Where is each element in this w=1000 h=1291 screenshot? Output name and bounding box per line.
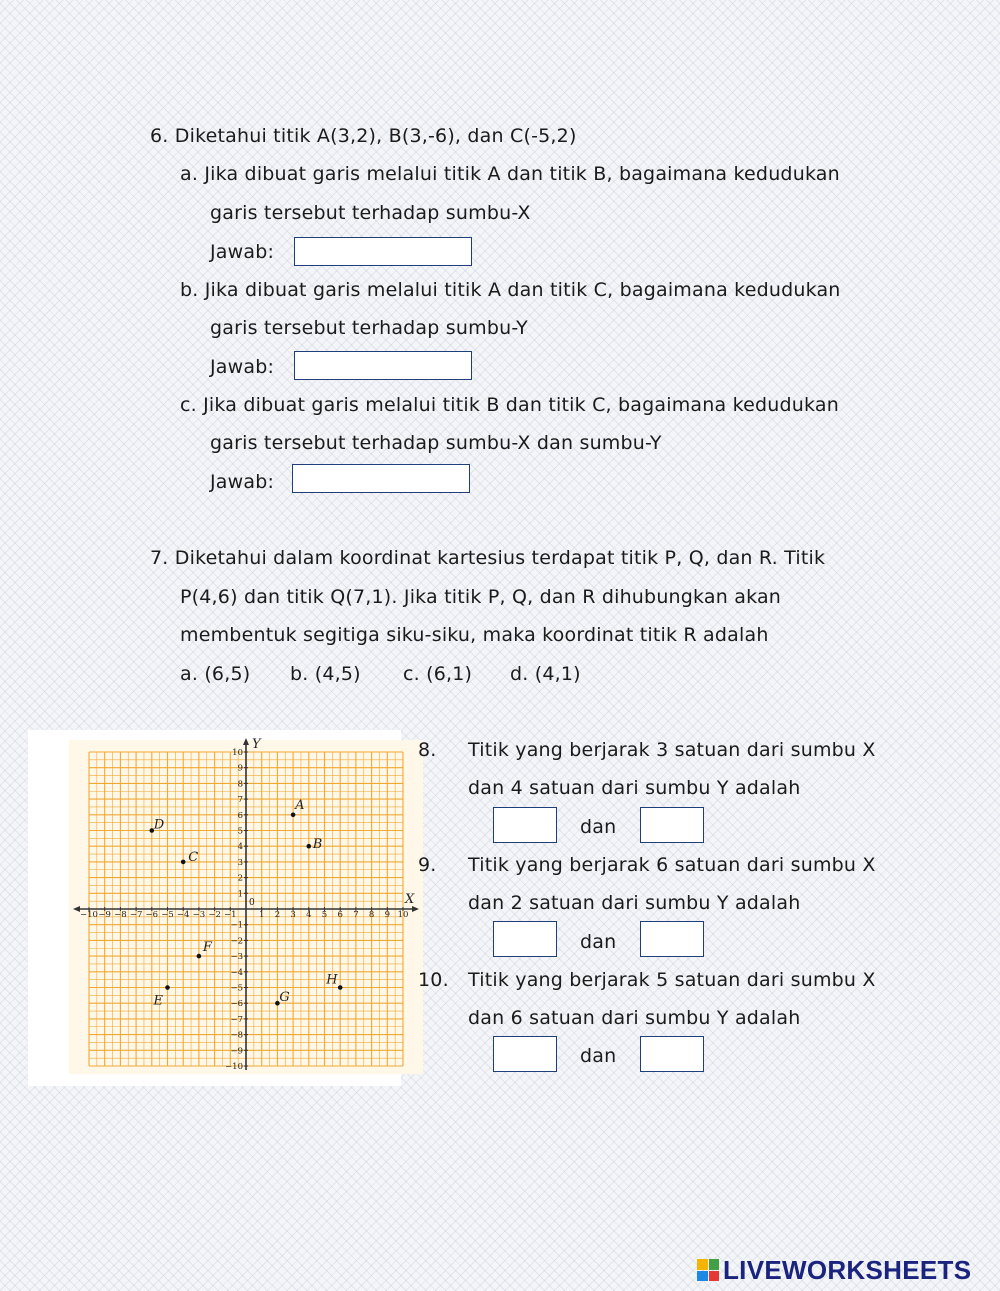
x-axis-label: X [405,892,415,907]
x-tick-label: 7 [353,910,359,920]
liveworksheets-wordmark: LIVEWORKSHEETS [723,1254,972,1285]
q6-a-line2: garis tersebut terhadap sumbu-X [210,202,531,224]
q6-b-line2: garis tersebut terhadap sumbu-Y [210,317,528,339]
x-tick-label: −7 [129,910,143,920]
q6-b-line1: b. Jika dibuat garis melalui titik A dan titik C, bagaimana kedudukan [180,279,841,301]
x-tick-label: −4 [176,910,190,920]
q7-option-c[interactable]: c. (6,1) [403,663,473,685]
x-tick-label: −6 [145,910,159,920]
logo-square-2 [709,1259,720,1270]
x-tick-label: 8 [368,910,375,920]
q6-a-line1: a. Jika dibuat garis melalui titik A dan titik B, bagaimana kedudukan [180,163,840,185]
point-f [197,954,202,959]
q6-c-answer-input[interactable] [292,464,470,493]
x-tick-label: 6 [337,910,343,920]
y-tick-label: 6 [237,810,243,821]
q7-option-d[interactable]: d. (4,1) [510,663,581,685]
q6-a-answer-input[interactable] [294,237,472,266]
point-label-d: D [153,817,165,833]
liveworksheets-logo[interactable] [697,1255,971,1285]
q6-c-answer-label: Jawab: [210,471,275,493]
y-tick-label: −4 [230,967,243,978]
y-tick-label: 8 [237,779,243,790]
x-tick-label: 1 [258,910,265,920]
q6-b-answer-input[interactable] [294,351,472,380]
q10-answer-input-2[interactable] [640,1036,704,1072]
x-tick-label: 4 [306,910,312,920]
q7-option-a[interactable]: a. (6,5) [180,663,251,685]
logo-square-3 [697,1271,708,1282]
point-label-h: H [326,972,338,988]
q8-number: 8. [418,739,437,761]
point-a [291,813,296,818]
q10-answer-input-1[interactable] [493,1036,557,1072]
point-label-f: F [202,940,212,956]
q8-line2: dan 4 satuan dari sumbu Y adalah [468,777,801,799]
q8-line1: Titik yang berjarak 3 satuan dari sumbu X [468,739,876,761]
point-label-g: G [279,990,290,1006]
y-tick-label: −6 [230,999,243,1010]
logo-square-4 [709,1271,720,1282]
q7-line1: 7. Diketahui dalam koordinat kartesius terdapat titik P, Q, dan R. Titik [150,547,826,569]
q9-answer-input-1[interactable] [493,921,557,957]
x-tick-label: −1 [224,910,237,920]
q6-title: 6. Diketahui titik A(3,2), B(3,-6), dan C(-5,2) [150,125,577,147]
y-axis-label: Y [252,737,261,752]
q6-c-line2: garis tersebut terhadap sumbu-X dan sumbu-Y [210,432,662,454]
x-tick-label: 3 [290,910,296,920]
q8-answer-input-1[interactable] [493,807,557,843]
q9-number: 9. [418,854,437,876]
q6-c-line1: c. Jika dibuat garis melalui titik B dan titik C, bagaimana kedudukan [180,394,839,416]
y-tick-label: 3 [237,857,243,868]
q8-connector: dan [580,816,617,838]
point-label-c: C [188,849,199,865]
cartesian-graph [28,730,415,1086]
x-tick-label: −8 [114,910,127,920]
point-label-b: B [312,837,323,853]
cartesian-plane [28,730,415,1086]
point-e [165,985,170,990]
y-tick-label: −2 [230,936,243,947]
x-tick-label: −10 [80,910,98,920]
q10-number: 10. [418,969,449,991]
liveworksheets-icon [697,1259,719,1281]
q7-line3: membentuk segitiga siku-siku, maka koordinat titik R adalah [180,624,769,646]
y-tick-label: 7 [237,795,243,806]
point-h [338,985,343,990]
q6-a-answer-label: Jawab: [210,241,275,263]
point-label-a: A [295,797,305,813]
point-label-e: E [153,993,163,1009]
q7-line2: P(4,6) dan titik Q(7,1). Jika titik P, Q, dan R dihubungkan akan [180,586,782,608]
q10-line2: dan 6 satuan dari sumbu Y adalah [468,1007,801,1029]
y-tick-label: 9 [237,763,243,774]
q10-connector: dan [580,1045,617,1067]
y-tick-label: −3 [230,952,243,963]
y-tick-label: 1 [237,889,243,900]
x-tick-label: −2 [208,910,221,920]
origin-label: 0 [249,898,255,908]
y-tick-label: −7 [230,1014,243,1025]
x-tick-label: 2 [274,910,281,920]
q9-connector: dan [580,931,617,953]
q9-answer-input-2[interactable] [640,921,704,957]
point-c [181,860,186,865]
x-tick-label: 9 [384,910,391,920]
q6-b-answer-label: Jawab: [210,356,275,378]
x-tick-label: 5 [321,910,328,920]
x-tick-label: 10 [397,910,409,920]
y-tick-label: −9 [230,1046,243,1057]
point-b [307,844,312,849]
q9-line2: dan 2 satuan dari sumbu Y adalah [468,892,801,914]
q10-line1: Titik yang berjarak 5 satuan dari sumbu X [468,969,876,991]
q7-option-b[interactable]: b. (4,5) [290,663,361,685]
q9-line1: Titik yang berjarak 6 satuan dari sumbu X [468,854,876,876]
y-tick-label: 5 [237,826,243,837]
y-tick-label: −1 [230,920,243,931]
x-tick-label: −5 [161,910,174,920]
y-tick-label: −5 [230,983,243,994]
q8-answer-input-2[interactable] [640,807,704,843]
x-tick-label: −9 [98,910,111,920]
logo-square-1 [697,1259,708,1270]
y-tick-label: 2 [237,873,243,884]
y-tick-label: −10 [225,1062,243,1072]
y-tick-label: −8 [230,1030,243,1041]
y-tick-label: 4 [237,842,243,853]
y-tick-label: 10 [232,748,243,758]
x-tick-label: −3 [192,910,206,920]
